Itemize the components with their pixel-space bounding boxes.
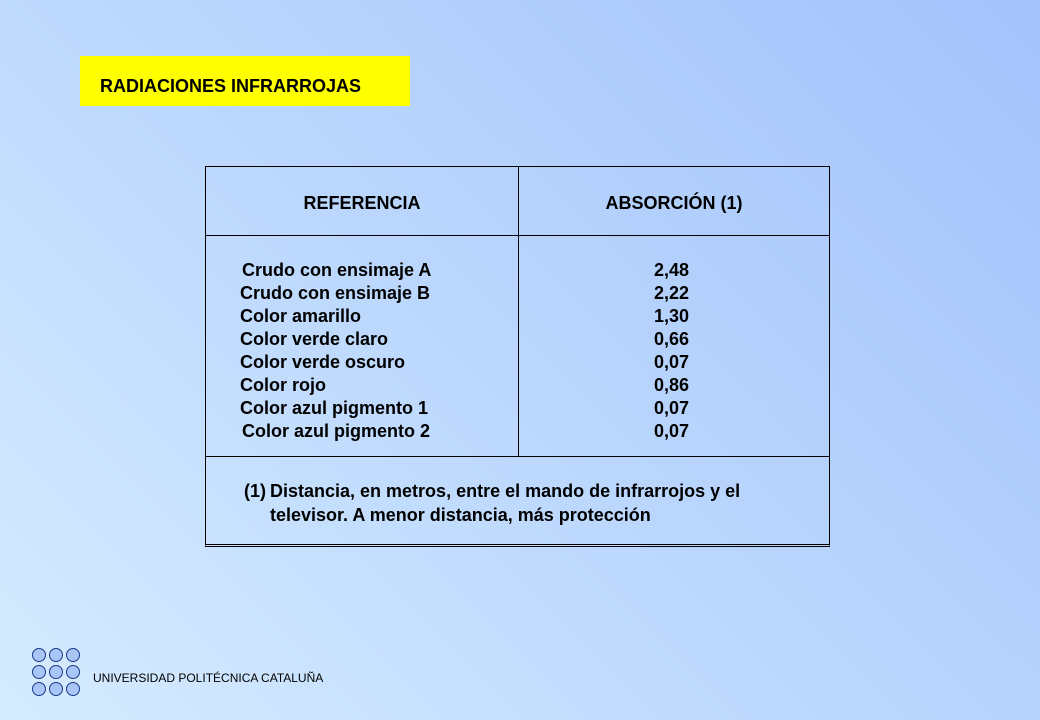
table-row-reference: Color verde oscuro [240,352,406,372]
table-row-absorption: 0,86 [654,375,690,395]
table-row-absorption: 1,30 [654,306,690,326]
table-row-reference: Color verde claro [240,329,389,349]
slide-title: RADIACIONES INFRARROJAS [100,76,362,96]
university-logo-icon [32,648,84,700]
header-divider [206,235,829,236]
footer-institution: UNIVERSIDAD POLITÉCNICA CATALUÑA [93,671,324,685]
note-divider [206,456,829,457]
table-row-reference: Color rojo [240,375,326,395]
slide-title-box [80,56,410,106]
table-row-reference: Color azul pigmento 1 [240,398,429,418]
header-absorption: ABSORCIÓN (1) [605,193,743,213]
table-row-absorption: 0,07 [654,352,690,372]
table-row-absorption: 0,07 [654,421,690,441]
table-row-absorption: 2,48 [654,260,690,280]
table-row-absorption: 0,66 [654,329,690,349]
absorption-column [654,259,734,443]
table-row-reference: Crudo con ensimaje B [240,283,431,303]
footnote-marker: (1) [244,481,266,501]
header-reference: REFERENCIA [303,193,421,213]
table-row-absorption: 2,22 [654,283,690,303]
footnote-text: Distancia, en metros, entre el mando de infrarrojos y el televisor. A menor distancia, más protección [270,481,741,525]
table-row-absorption: 0,07 [654,398,690,418]
absorption-table [205,166,830,547]
table-row-reference: Color amarillo [240,306,362,326]
table-row-reference: Crudo con ensimaje A [242,260,432,280]
reference-column [240,259,520,443]
table-row-reference: Color azul pigmento 2 [242,421,431,441]
